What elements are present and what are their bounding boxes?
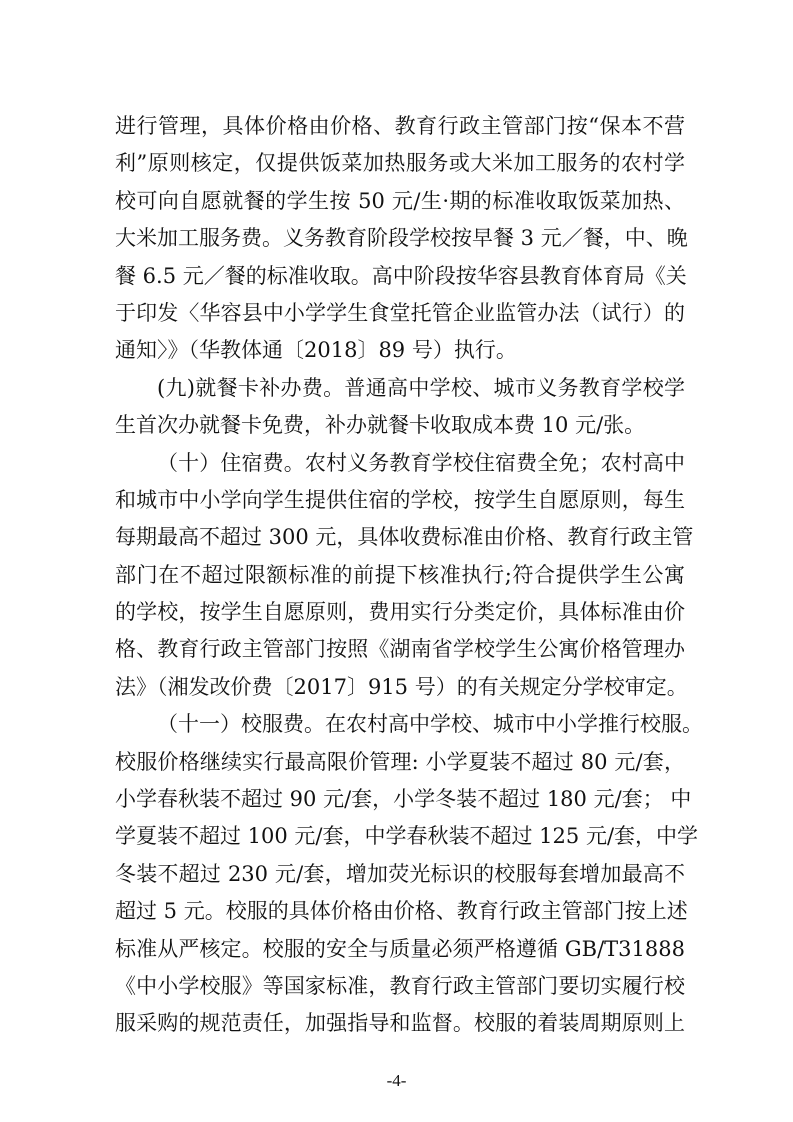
text-line: 校可向自愿就餐的学生按 50 元/生·期的标准收取饭菜加热、: [115, 189, 685, 213]
text-line: 小学春秋装不超过 90 元/套，小学冬装不超过 180 元/套； 中: [115, 787, 692, 811]
text-line: 格、教育行政主管部门按照《湖南省学校学生公寓价格管理办: [115, 637, 685, 661]
text-line: 部门在不超过限额标准的前提下核准执行;符合提供学生公寓: [115, 563, 685, 587]
text-line: （十一）校服费。在农村高中学校、城市中小学推行校服。: [157, 712, 703, 736]
text-line: 每期最高不超过 300 元，具体收费标准由价格、教育行政主管: [115, 525, 694, 549]
text-line: 大米加工服务费。义务教育阶段学校按早餐 3 元／餐，中、晚: [115, 226, 688, 250]
text-line: 利”原则核定，仅提供饭菜加热服务或大米加工服务的农村学: [115, 151, 685, 175]
text-line: 于印发〈华容县中小学学生食堂托管企业监管办法（试行）的: [115, 301, 685, 325]
text-line: 标准从严核定。校服的安全与质量必须严格遵循 GB/T31888: [115, 937, 685, 961]
text-line: 生首次办就餐卡免费，补办就餐卡收取成本费 10 元/张。: [115, 413, 646, 437]
text-line: (九)就餐卡补办费。普通高中学校、城市义务教育学校学: [157, 376, 685, 400]
text-line: 冬装不超过 230 元/套，增加荧光标识的校服每套增加最高不: [115, 862, 685, 886]
text-line: 法》（湘发改价费〔2017〕915 号）的有关规定分学校审定。: [115, 675, 688, 699]
text-line: 进行管理，具体价格由价格、教育行政主管部门按“保本不营: [115, 114, 685, 138]
text-line: 和城市中小学向学生提供住宿的学校，按学生自愿原则，每生: [115, 488, 685, 512]
text-line: 超过 5 元。校服的具体价格由价格、教育行政主管部门按上述: [115, 899, 688, 923]
text-line: 《中小学校服》等国家标准，教育行政主管部门要切实履行校: [115, 974, 685, 998]
text-line: 学夏装不超过 100 元/套，中学春秋装不超过 125 元/套，中学: [115, 824, 699, 848]
text-line: 餐 6.5 元／餐的标准收取。高中阶段按华容县教育体育局《关: [115, 264, 687, 288]
text-line: （十）住宿费。农村义务教育学校住宿费全免；农村高中: [157, 451, 685, 475]
text-line: 的学校，按学生自愿原则，费用实行分类定价，具体标准由价: [115, 600, 685, 624]
text-line: 服采购的规范责任，加强指导和监督。校服的着装周期原则上: [115, 1011, 685, 1035]
text-line: 通知〉》（华教体通〔2018〕89 号）执行。: [115, 338, 517, 362]
page-number: -4-: [386, 1071, 407, 1090]
text-line: 校服价格继续实行最高限价管理: 小学夏装不超过 80 元/套，: [115, 750, 685, 774]
